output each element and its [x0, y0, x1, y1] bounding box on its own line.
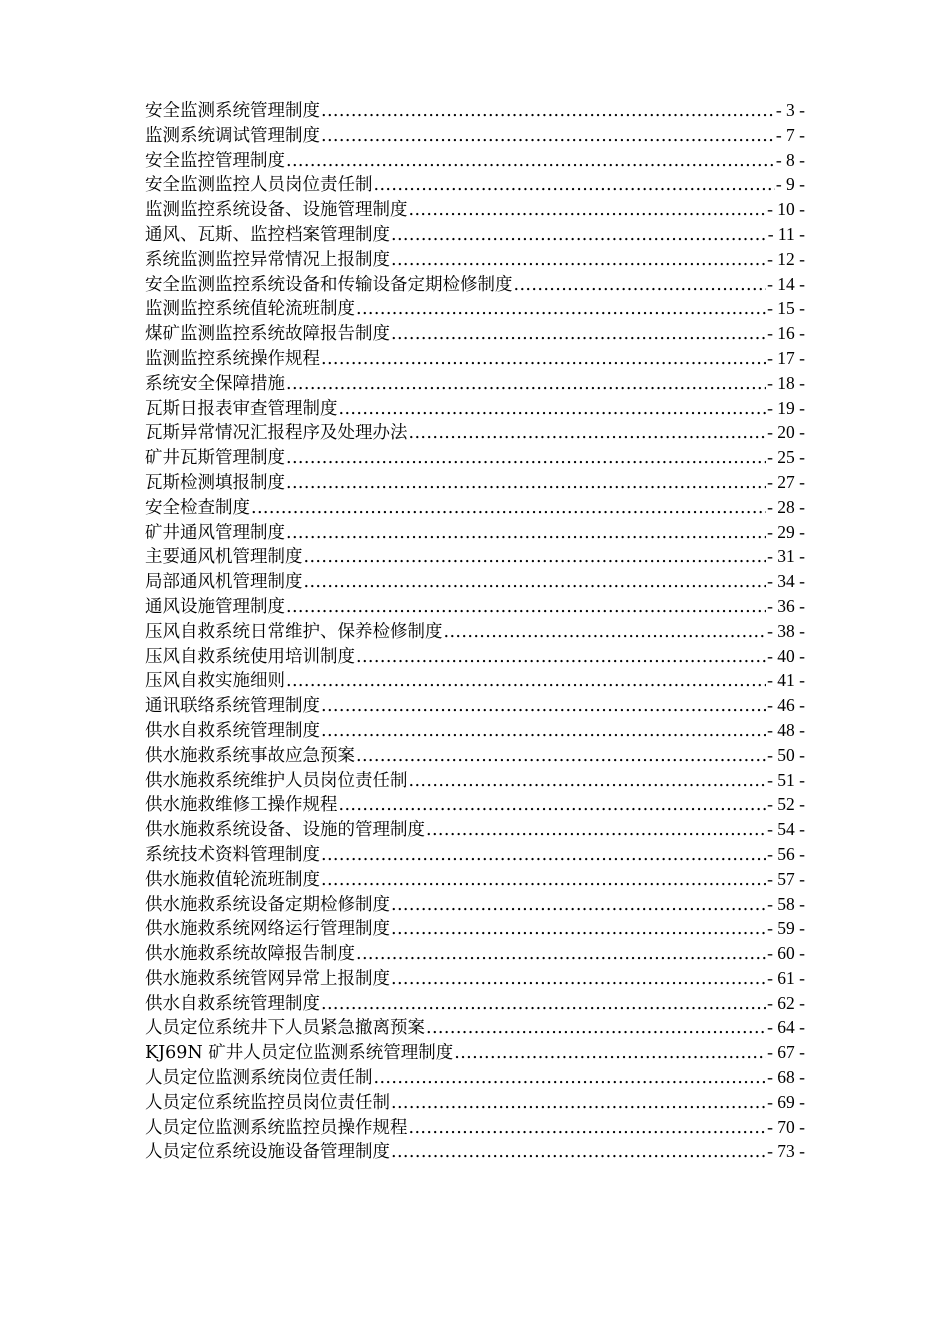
toc-entry[interactable]: [145, 445, 805, 470]
toc-entry[interactable]: [145, 1115, 805, 1140]
toc-entry[interactable]: [145, 296, 805, 321]
toc-entry-title: 供水施救系统事故应急预案: [145, 745, 355, 766]
toc-entry[interactable]: [145, 792, 805, 817]
table-of-contents: [145, 98, 805, 1164]
toc-entry-title: 供水施救系统网络运行管理制度: [145, 919, 390, 940]
toc-dot-leader: [321, 843, 766, 868]
toc-entry-page-number: - 73 -: [767, 1141, 805, 1162]
toc-dot-leader: [391, 967, 766, 992]
toc-entry[interactable]: [145, 867, 805, 892]
toc-entry-page-number: - 3 -: [775, 100, 805, 120]
toc-entry-page-number: - 7 -: [775, 124, 805, 145]
toc-dot-leader: [321, 694, 766, 719]
toc-entry[interactable]: [145, 644, 805, 669]
toc-dot-leader: [409, 1116, 767, 1141]
toc-entry[interactable]: [145, 991, 805, 1016]
toc-dot-leader: [304, 570, 767, 595]
toc-entry-page-number: - 16 -: [767, 323, 805, 344]
toc-entry[interactable]: [145, 520, 805, 545]
toc-dot-leader: [374, 1066, 767, 1091]
toc-dot-leader: [251, 496, 766, 521]
toc-entry-page-number: - 57 -: [767, 868, 805, 889]
toc-entry-title: 监测监控系统设备、设施管理制度: [145, 200, 408, 221]
toc-entry-page-number: - 12 -: [767, 248, 805, 269]
toc-entry[interactable]: [145, 817, 805, 842]
toc-entry-title: 供水施救系统设备、设施的管理制度: [145, 820, 425, 841]
toc-entry-page-number: - 69 -: [767, 1091, 805, 1112]
toc-entry-page-number: - 9 -: [775, 174, 805, 195]
toc-entry-title: 人员定位系统监控员岗位责任制: [145, 1092, 390, 1113]
toc-entry-page-number: - 40 -: [767, 645, 805, 666]
toc-dot-leader: [374, 173, 775, 198]
toc-entry[interactable]: [145, 916, 805, 941]
toc-dot-leader: [391, 893, 766, 918]
toc-entry[interactable]: [145, 668, 805, 693]
toc-entry-page-number: - 67 -: [767, 1042, 805, 1063]
toc-entry-page-number: - 50 -: [767, 744, 805, 765]
toc-dot-leader: [356, 645, 766, 670]
toc-entry-page-number: - 46 -: [767, 695, 805, 716]
toc-entry[interactable]: [145, 1040, 805, 1065]
toc-entry-page-number: - 20 -: [767, 422, 805, 443]
toc-entry[interactable]: [145, 842, 805, 867]
toc-entry-page-number: - 64 -: [767, 1017, 805, 1038]
toc-entry-title: 矿井瓦斯管理制度: [145, 448, 285, 469]
toc-entry-title: 压风自救实施细则: [145, 671, 285, 692]
toc-entry[interactable]: [145, 346, 805, 371]
toc-entry-page-number: - 38 -: [767, 620, 805, 641]
toc-entry-page-number: - 34 -: [767, 571, 805, 592]
toc-entry-title: 系统安全保障措施: [145, 373, 285, 394]
toc-entry[interactable]: [145, 321, 805, 346]
toc-entry-page-number: - 17 -: [767, 347, 805, 368]
toc-entry-title: 系统技术资料管理制度: [145, 844, 320, 865]
toc-entry-page-number: - 41 -: [767, 670, 805, 691]
toc-dot-leader: [304, 545, 767, 570]
toc-entry[interactable]: [145, 1015, 805, 1040]
toc-entry[interactable]: [145, 743, 805, 768]
toc-dot-leader: [339, 793, 767, 818]
toc-entry[interactable]: [145, 1090, 805, 1115]
toc-dot-leader: [409, 769, 767, 794]
toc-entry[interactable]: [145, 470, 805, 495]
toc-dot-leader: [321, 124, 775, 149]
toc-entry-title: 瓦斯异常情况汇报程序及处理办法: [145, 423, 408, 444]
toc-entry-title: 人员定位系统井下人员紧急撤离预案: [145, 1018, 425, 1039]
toc-dot-leader: [286, 471, 766, 496]
toc-entry-page-number: - 27 -: [767, 471, 805, 492]
toc-dot-leader: [321, 992, 766, 1017]
toc-entry-title: 通讯联络系统管理制度: [145, 696, 320, 717]
toc-dot-leader: [514, 273, 767, 298]
toc-entry-title: 供水施救维修工操作规程: [145, 795, 338, 816]
toc-entry-page-number: - 14 -: [767, 273, 805, 294]
toc-entry-page-number: - 25 -: [767, 447, 805, 468]
toc-entry-title: 人员定位监测系统监控员操作规程: [145, 1117, 408, 1138]
toc-dot-leader: [321, 347, 766, 372]
toc-entry[interactable]: [145, 594, 805, 619]
toc-dot-leader: [426, 818, 766, 843]
toc-entry-title: 供水施救系统维护人员岗位责任制: [145, 770, 408, 791]
toc-entry-title: KJ69N 矿井人员定位监测系统管理制度: [145, 1043, 454, 1064]
toc-dot-leader: [391, 223, 767, 248]
toc-dot-leader: [286, 669, 766, 694]
toc-entry-title: 人员定位系统设施设备管理制度: [145, 1142, 390, 1163]
toc-entry[interactable]: [145, 892, 805, 917]
toc-entry-title: 安全监测系统管理制度: [145, 101, 320, 121]
toc-entry-title: 安全监测监控系统设备和传输设备定期检修制度: [145, 274, 513, 295]
toc-entry-page-number: - 56 -: [767, 843, 805, 864]
toc-entry-title: 局部通风机管理制度: [145, 572, 303, 593]
toc-entry[interactable]: [145, 247, 805, 272]
toc-entry-page-number: - 51 -: [767, 769, 805, 790]
toc-entry-title: 供水自救系统管理制度: [145, 720, 320, 741]
toc-entry[interactable]: [145, 941, 805, 966]
toc-dot-leader: [356, 942, 766, 967]
toc-entry[interactable]: [145, 123, 805, 148]
toc-entry-title: 压风自救系统使用培训制度: [145, 646, 355, 667]
toc-entry-title: 监测监控系统操作规程: [145, 348, 320, 369]
toc-dot-leader: [391, 248, 766, 273]
toc-entry[interactable]: [145, 148, 805, 173]
toc-entry-page-number: - 61 -: [767, 967, 805, 988]
toc-entry-page-number: - 18 -: [767, 372, 805, 393]
toc-entry[interactable]: [145, 371, 805, 396]
toc-dot-leader: [391, 322, 766, 347]
toc-dot-leader: [391, 917, 766, 942]
toc-entry-title: 系统监测监控异常情况上报制度: [145, 249, 390, 270]
toc-entry-title: 通风设施管理制度: [145, 596, 285, 617]
toc-entry-page-number: - 10 -: [767, 199, 805, 220]
toc-entry-page-number: - 52 -: [767, 794, 805, 815]
toc-entry-title: 主要通风机管理制度: [145, 547, 303, 568]
toc-entry[interactable]: [145, 1065, 805, 1090]
toc-entry-page-number: - 62 -: [767, 992, 805, 1013]
toc-entry-title: 供水施救系统设备定期检修制度: [145, 894, 390, 915]
toc-dot-leader: [286, 446, 766, 471]
toc-entry-page-number: - 60 -: [767, 943, 805, 964]
toc-entry[interactable]: [145, 172, 805, 197]
toc-entry-title: 监测监控系统值轮流班制度: [145, 299, 355, 320]
toc-dot-leader: [444, 620, 767, 645]
toc-entry[interactable]: [145, 197, 805, 222]
toc-entry-title: 人员定位监测系统岗位责任制: [145, 1068, 373, 1089]
toc-entry-page-number: - 28 -: [767, 496, 805, 517]
toc-entry-page-number: - 58 -: [767, 893, 805, 914]
toc-dot-leader: [409, 421, 767, 446]
toc-entry[interactable]: [145, 98, 805, 123]
toc-entry-page-number: - 29 -: [767, 521, 805, 542]
toc-dot-leader: [409, 198, 767, 223]
toc-dot-leader: [356, 744, 766, 769]
toc-dot-leader: [321, 868, 766, 893]
toc-entry[interactable]: [145, 718, 805, 743]
toc-entry[interactable]: [145, 495, 805, 520]
toc-entry-title: 瓦斯检测填报制度: [145, 472, 285, 493]
toc-entry[interactable]: [145, 1139, 805, 1164]
toc-entry-title: 瓦斯日报表审查管理制度: [145, 398, 338, 419]
toc-entry-title: 供水自救系统管理制度: [145, 993, 320, 1014]
toc-entry-page-number: - 11 -: [767, 223, 805, 244]
toc-entry-page-number: - 54 -: [767, 819, 805, 840]
toc-dot-leader: [286, 372, 766, 397]
toc-entry-page-number: - 19 -: [767, 397, 805, 418]
toc-dot-leader: [339, 397, 767, 422]
toc-entry-page-number: - 15 -: [767, 298, 805, 319]
toc-entry-page-number: - 8 -: [775, 149, 805, 170]
toc-entry-page-number: - 68 -: [767, 1067, 805, 1088]
toc-entry-title: 供水施救值轮流班制度: [145, 869, 320, 890]
toc-entry-title: 监测系统调试管理制度: [145, 125, 320, 146]
toc-dot-leader: [321, 99, 775, 124]
toc-dot-leader: [391, 1140, 766, 1165]
toc-entry-title: 供水施救系统故障报告制度: [145, 944, 355, 965]
toc-entry[interactable]: [145, 619, 805, 644]
toc-entry[interactable]: [145, 693, 805, 718]
toc-entry-title: 供水施救系统管网异常上报制度: [145, 968, 390, 989]
toc-dot-leader: [286, 521, 766, 546]
toc-entry[interactable]: [145, 420, 805, 445]
toc-entry-title: 煤矿监测监控系统故障报告制度: [145, 324, 390, 345]
toc-entry[interactable]: [145, 768, 805, 793]
toc-dot-leader: [321, 719, 766, 744]
toc-entry-page-number: - 31 -: [767, 546, 805, 567]
toc-dot-leader: [426, 1016, 766, 1041]
toc-entry-page-number: - 48 -: [767, 719, 805, 740]
toc-entry-title: 通风、瓦斯、监控档案管理制度: [145, 224, 390, 245]
toc-dot-leader: [286, 595, 766, 620]
toc-entry-page-number: - 36 -: [767, 595, 805, 616]
toc-entry-title: 安全监控管理制度: [145, 150, 285, 171]
toc-entry-title: 矿井通风管理制度: [145, 522, 285, 543]
toc-entry[interactable]: [145, 569, 805, 594]
toc-entry[interactable]: [145, 544, 805, 569]
toc-dot-leader: [391, 1091, 766, 1116]
toc-dot-leader: [286, 149, 775, 174]
toc-entry-title: 安全监测监控人员岗位责任制: [145, 175, 373, 196]
toc-entry[interactable]: [145, 966, 805, 991]
toc-entry[interactable]: [145, 396, 805, 421]
toc-entry-title: 压风自救系统日常维护、保养检修制度: [145, 621, 443, 642]
toc-dot-leader: [356, 297, 766, 322]
toc-entry-page-number: - 59 -: [767, 918, 805, 939]
toc-entry[interactable]: [145, 222, 805, 247]
toc-dot-leader: [454, 1041, 766, 1066]
toc-entry-page-number: - 70 -: [767, 1116, 805, 1137]
toc-entry[interactable]: [145, 272, 805, 297]
toc-entry-title: 安全检查制度: [145, 497, 250, 518]
